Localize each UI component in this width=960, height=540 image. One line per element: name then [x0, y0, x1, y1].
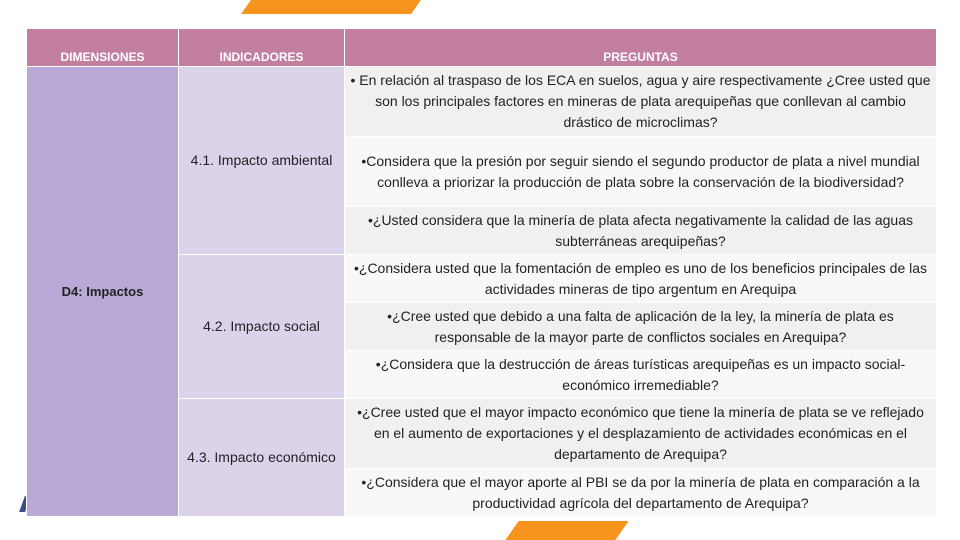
question-cell: •¿Usted considera que la minería de plata afecta negativamente la calidad de las aguas subterráneas arequipeñas? — [345, 207, 937, 255]
indicator-ambiental: 4.1. Impacto ambiental — [179, 67, 345, 255]
question-cell: • En relación al traspaso de los ECA en suelos, agua y aire respectivamente ¿Cree usted que son los principales factores en mineras de plata arequipeñas que conllevan al cambio drástico de microclimas? — [345, 67, 937, 137]
decorative-top-stripe — [241, 0, 421, 14]
indicator-social: 4.2. Impacto social — [179, 255, 345, 399]
header-dimensiones: DIMENSIONES — [27, 29, 179, 67]
question-cell: •¿Cree usted que debido a una falta de aplicación de la ley, la minería de plata es responsable de la mayor parte de conflictos sociales en Arequipa? — [345, 303, 937, 351]
decorative-bottom-stripe — [505, 521, 628, 540]
indicator-economico: 4.3. Impacto económico — [179, 399, 345, 517]
question-cell: •¿Considera usted que la fomentación de empleo es uno de los beneficios principales de las actividades mineras de tipo argentum en Arequipa — [345, 255, 937, 303]
question-cell: •Considera que la presión por seguir siendo el segundo productor de plata a nivel mundial conlleva a priorizar la producción de plata sobre la conservación de la biodiversidad? — [345, 137, 937, 207]
question-cell: •¿Considera que el mayor aporte al PBI se da por la minería de plata en comparación a la productividad agrícola del departamento de Arequipa? — [345, 469, 937, 517]
question-cell: •¿Cree usted que el mayor impacto económico que tiene la minería de plata se ve reflejado en el aumento de exportaciones y el desplazamiento de actividades económicas en el departamento de Arequipa? — [345, 399, 937, 469]
question-cell: •¿Considera que la destrucción de áreas turísticas arequipeñas es un impacto social-económico irremediable? — [345, 351, 937, 399]
header-preguntas: PREGUNTAS — [345, 29, 937, 67]
dimension-cell: D4: Impactos — [27, 67, 179, 517]
table-row — [27, 67, 937, 137]
questions-table — [26, 28, 937, 517]
header-indicadores: INDICADORES — [179, 29, 345, 67]
table-header-row — [27, 29, 937, 67]
